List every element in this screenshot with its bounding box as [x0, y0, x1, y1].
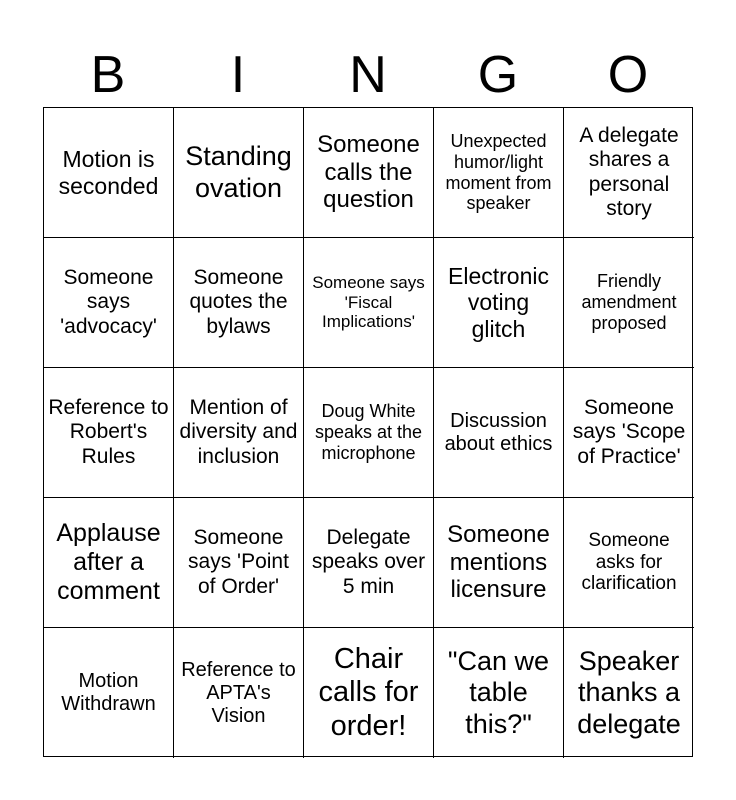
bingo-cell[interactable] [44, 498, 174, 628]
cell-label: Electronic voting glitch [448, 262, 549, 342]
bingo-cell[interactable] [434, 498, 564, 628]
bingo-header [43, 44, 693, 106]
cell-label: Reference to Robert's Rules [48, 396, 169, 468]
bingo-cell[interactable] [564, 368, 694, 498]
cell-label: Someone mentions licensure [447, 521, 550, 604]
bingo-cell[interactable] [304, 368, 434, 498]
bingo-cell[interactable] [304, 498, 434, 628]
cell-label: Applause after a comment [56, 519, 161, 605]
cell-label: Someone quotes the bylaws [189, 266, 288, 338]
cell-label: A delegate shares a personal story [579, 124, 679, 220]
bingo-cell[interactable] [44, 628, 174, 758]
cell-label: Reference to APTA's Vision [181, 658, 296, 727]
cell-label: Delegate speaks over 5 min [311, 526, 426, 598]
bingo-cell[interactable] [174, 368, 304, 498]
header-letter-o: O [607, 46, 649, 104]
cell-label: Someone asks for clarification [581, 529, 677, 595]
bingo-cell[interactable] [304, 238, 434, 368]
cell-label: Speaker thanks a delegate [577, 646, 681, 739]
cell-label: Standing ovation [185, 141, 292, 203]
bingo-cell[interactable] [434, 628, 564, 758]
bingo-cell[interactable] [44, 368, 174, 498]
header-letter-g: G [477, 46, 519, 104]
bingo-cell[interactable] [564, 628, 694, 758]
cell-label: Motion is seconded [58, 146, 159, 199]
bingo-card [43, 107, 693, 757]
cell-label: Someone says 'Fiscal Implications' [312, 273, 425, 332]
bingo-cell[interactable] [434, 368, 564, 498]
bingo-cell[interactable] [564, 238, 694, 368]
bingo-cell[interactable] [564, 498, 694, 628]
cell-label: Someone says 'Scope of Practice' [572, 396, 686, 468]
cell-label: Someone says 'Point of Order' [188, 526, 289, 598]
cell-label: Doug White speaks at the microphone [314, 401, 423, 463]
bingo-cell[interactable] [564, 108, 694, 238]
header-letter-b: B [90, 46, 126, 104]
bingo-cell[interactable] [304, 108, 434, 238]
bingo-cell[interactable] [174, 498, 304, 628]
bingo-cell[interactable] [434, 238, 564, 368]
header-letter-n: N [349, 46, 387, 104]
bingo-cell[interactable] [44, 108, 174, 238]
header-letter-i: I [230, 46, 246, 104]
bingo-cell[interactable] [434, 108, 564, 238]
cell-label: Someone says 'advocacy' [60, 266, 157, 338]
bingo-cell[interactable] [44, 238, 174, 368]
cell-label: Mention of diversity and inclusion [179, 396, 298, 468]
bingo-cell[interactable] [174, 238, 304, 368]
cell-label: Chair calls for order! [318, 642, 419, 742]
cell-label: Discussion about ethics [444, 409, 553, 455]
cell-label: Motion Withdrawn [61, 670, 156, 715]
cell-label: "Can we table this?" [447, 646, 550, 739]
cell-label: Someone calls the question [317, 131, 420, 214]
cell-label: Friendly amendment proposed [581, 271, 677, 333]
bingo-cell[interactable] [174, 108, 304, 238]
bingo-cell[interactable] [174, 628, 304, 758]
cell-label: Unexpected humor/light moment from speaker [445, 131, 552, 214]
bingo-cell[interactable] [304, 628, 434, 758]
